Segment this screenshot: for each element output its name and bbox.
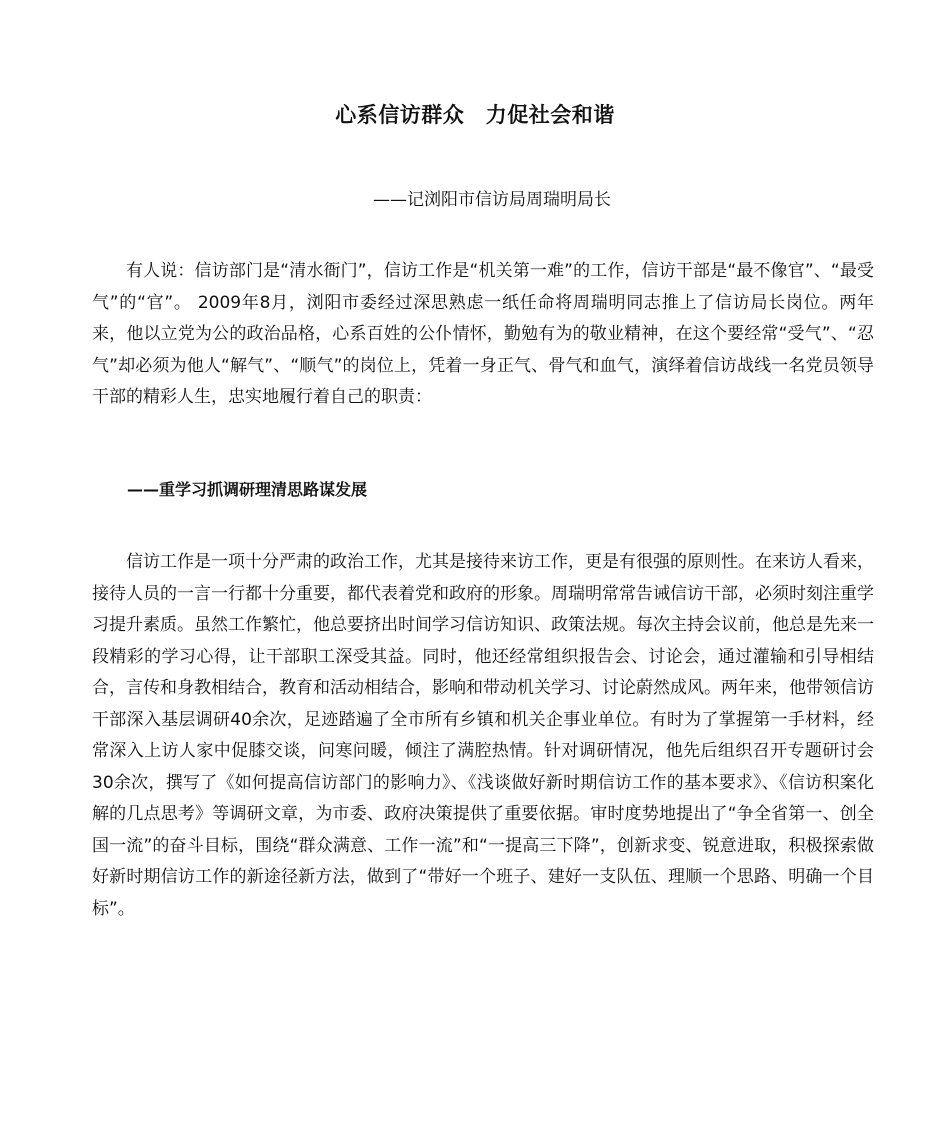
document-subtitle: ——记浏阳市信访局周瑞明局长 <box>373 190 611 210</box>
section-heading: ——重学习抓调研理清思路谋发展 <box>127 480 368 499</box>
paragraph-study-research: 信访工作是一项十分严肃的政治工作，尤其是接待来访工作，更是有很强的原则性。在来访人看来，接待人员的一言一行都十分重要，都代表着党和政府的形象。周瑞明常常告诫信访干部，必须时刻注重学习提升素质。虽然工作繁忙，他总要挤出时间学习信访知识、政策法规。每次主持会议前，他总是先来一段精彩的学习心得，让干部职工深受其益。同时，他还经常组织报告会、讨论会，通过灌输和引导相结合，言传和身教相结合，教育和活动相结合，影响和带动机关学习、讨论蔚然成风。两年来，他带领信访干部深入基层调研40余次，足迹踏遍了全市所有乡镇和机关企事业单位。有时为了掌握第一手材料，经常深入上访人家中促膝交谈，问寒问暖，倾注了满腔热情。针对调研情况，他先后组织召开专题研讨会30余次，撰写了《如何提高信访部门的影响力》、《浅谈做好新时期信访工作的基本要求》、《信访积案化解的几点思考》等调研文章，为市委、政府决策提供了重要依据。审时度势地提出了“争全省第一、创全国一流”的奋斗目标，围绕“群众满意、工作一流”和“一提高三下降”，创新求变、锐意进取，积极探索做好新时期信访工作的新途径新方法，做到了“带好一个班子、建好一支队伍、理顺一个思路、明确一个目标”。 <box>92 552 874 919</box>
document-title: 心系信访群众 力促社会和谐 <box>335 103 615 127</box>
paragraph-intro: 有人说：信访部门是“清水衙门”，信访工作是“机关第一难”的工作，信访干部是“最不像官”、“最受气”的“官”。 2009年8月，浏阳市委经过深思熟虑一纸任命将周瑞明同志推上了信访局长岗位。两年来，他以立党为公的政治品格，心系百姓的公仆情怀，勤勉有为的敬业精神，在这个要经常“受气”、“忍气”却必须为他人“解气”、“顺气”的岗位上，凭着一身正气、骨气和血气，演绎着信访战线一名党员领导干部的精彩人生，忠实地履行着自己的职责： <box>92 261 874 407</box>
